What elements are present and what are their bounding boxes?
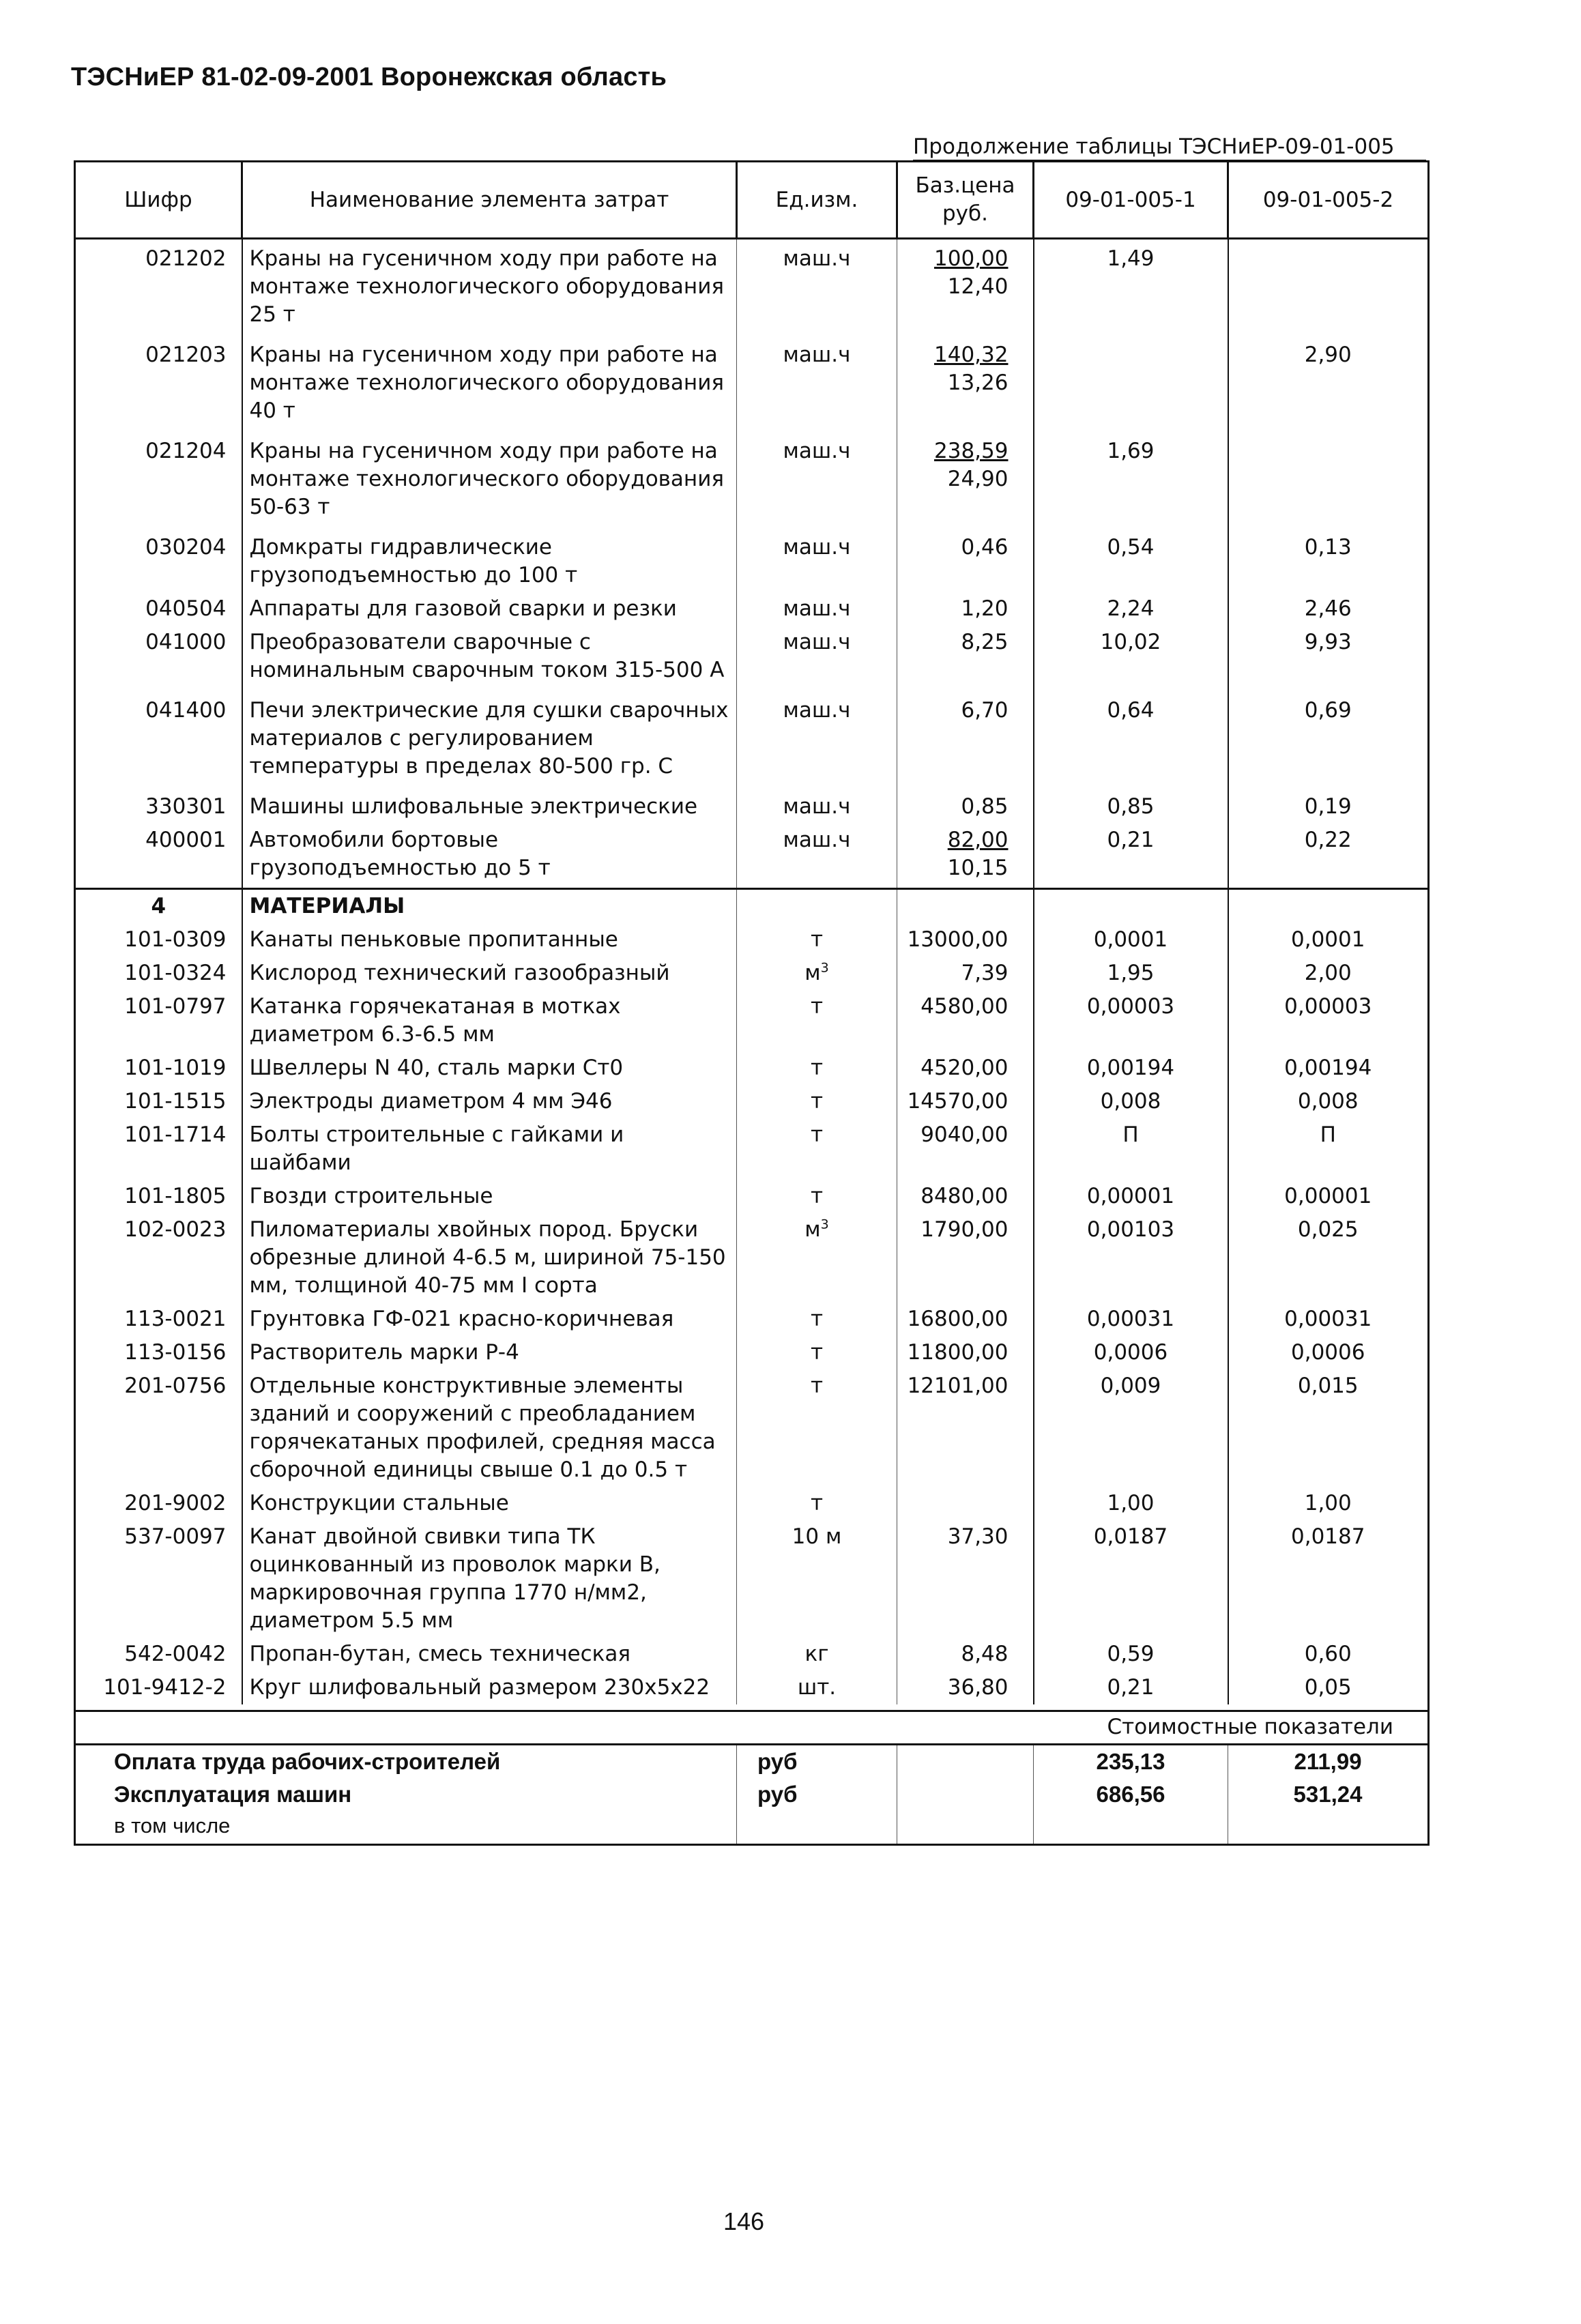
row-unit: т [737, 1336, 897, 1369]
row-value-2: 0,69 [1304, 698, 1352, 723]
row-code: 330301 [75, 790, 242, 824]
table-row [75, 1213, 1429, 1303]
cost-indicators-caption: Стоимостные показатели [75, 1711, 1429, 1745]
column-header-name: Наименование элемента затрат [242, 162, 737, 239]
row-price [897, 626, 1034, 694]
row-name: Машины шлифовальные электрические [242, 790, 737, 824]
row-value-2: 1,00 [1304, 1491, 1352, 1515]
row-value-2: 0,00194 [1284, 1056, 1372, 1080]
row-unit: т [737, 1303, 897, 1336]
table-header-row [75, 162, 1429, 239]
footer-row-note [75, 1811, 1429, 1845]
row-price-value: 100,00 [934, 246, 1009, 271]
row-code: 101-1019 [75, 1051, 242, 1085]
row-name: Круг шлифовальный размером 230x5x22 [242, 1671, 737, 1704]
page-number: 146 [723, 2207, 765, 2235]
row-value-1: 0,21 [1034, 824, 1228, 889]
table-continuation-caption: Продолжение таблицы ТЭСНиЕР-09-01-005 [913, 134, 1426, 161]
row-code: 101-1515 [75, 1085, 242, 1118]
footer-row-machines [75, 1778, 1429, 1811]
row-value-1: 0,59 [1034, 1638, 1228, 1671]
column-header-unit: Ед.изм. [737, 162, 897, 239]
row-price [897, 790, 1034, 824]
section-header-materials [75, 889, 1429, 924]
table-row [75, 1303, 1429, 1336]
row-price: 12101,00 [897, 1369, 1034, 1487]
row-name: Отдельные конструктивные элементы зданий и сооружений с преобладанием горячекатаных профилей, средняя масса сборочной единицы свыше 0.1 до 0.5 т [242, 1369, 737, 1487]
table-row [75, 1520, 1429, 1638]
row-name: Аппараты для газовой сварки и резки [242, 592, 737, 626]
row-price: 7,39 [897, 957, 1034, 990]
row-value-1: 0,00001 [1034, 1180, 1228, 1213]
row-unit: $м^3$ [737, 957, 897, 990]
row-unit: шт. [737, 1671, 897, 1704]
row-value-2: 0,13 [1304, 535, 1352, 560]
footer-label: Оплата труда рабочих-строителей [75, 1745, 737, 1779]
row-price [897, 239, 1034, 339]
footer-unit: руб [737, 1745, 897, 1779]
row-value-1: 0,00194 [1034, 1051, 1228, 1085]
row-price: 13000,00 [897, 923, 1034, 957]
footer-value-2: 531,24 [1293, 1782, 1363, 1807]
table-row [75, 1487, 1429, 1520]
row-name: Преобразователи сварочные с номинальным сварочным током 315-500 А [242, 626, 737, 694]
row-price [897, 694, 1034, 790]
row-unit: маш.ч [737, 824, 897, 889]
row-value-1: 0,0001 [1034, 923, 1228, 957]
table-row [75, 1638, 1429, 1671]
row-code: 041400 [75, 694, 242, 790]
row-code: 040504 [75, 592, 242, 626]
table-row [75, 1369, 1429, 1487]
row-value-1: 1,00 [1034, 1487, 1228, 1520]
row-price: 16800,00 [897, 1303, 1034, 1336]
row-value-1: 1,95 [1034, 957, 1228, 990]
table-row [75, 990, 1429, 1051]
footer-row-labor [75, 1745, 1429, 1779]
row-value-2: 0,0001 [1291, 927, 1365, 952]
row-price: 1790,00 [897, 1213, 1034, 1303]
row-unit: т [737, 1051, 897, 1085]
row-price [897, 592, 1034, 626]
table-row [75, 626, 1429, 694]
row-code: 537-0097 [75, 1520, 242, 1638]
table-row [75, 592, 1429, 626]
row-price-value: 140,32 [934, 343, 1009, 367]
row-value-2: 0,015 [1297, 1374, 1359, 1398]
row-value-2: 2,00 [1304, 961, 1352, 985]
footer-value-2: 211,99 [1228, 1745, 1429, 1779]
table-row [75, 239, 1429, 339]
row-code: 041000 [75, 626, 242, 694]
table-row [75, 1180, 1429, 1213]
table-row [75, 338, 1429, 435]
materials-rows [75, 923, 1429, 1704]
row-code: 101-1714 [75, 1118, 242, 1180]
row-price [897, 435, 1034, 531]
row-unit: маш.ч [737, 790, 897, 824]
row-price-value: 0,46 [961, 535, 1009, 560]
resource-table [74, 160, 1430, 1846]
row-value-1: П [1034, 1118, 1228, 1180]
row-value-1: 0,008 [1034, 1085, 1228, 1118]
row-price: 4520,00 [897, 1051, 1034, 1085]
row-price-value: 0,85 [961, 794, 1009, 819]
row-value-2: 0,025 [1297, 1217, 1359, 1242]
row-code: 101-0324 [75, 957, 242, 990]
row-value-2: П [1320, 1122, 1336, 1147]
row-value-1: 0,0006 [1034, 1336, 1228, 1369]
row-value-1: 0,009 [1034, 1369, 1228, 1487]
row-price: 8480,00 [897, 1180, 1034, 1213]
row-value-2: 0,008 [1297, 1089, 1359, 1114]
table-row [75, 1671, 1429, 1704]
row-code: 201-0756 [75, 1369, 242, 1487]
footer-note: в том числе [75, 1811, 737, 1845]
table-row [75, 1051, 1429, 1085]
row-value-2 [1228, 239, 1429, 339]
row-unit: маш.ч [737, 435, 897, 531]
row-price [897, 531, 1034, 592]
table-row [75, 824, 1429, 889]
cost-indicators-caption-row [75, 1711, 1429, 1745]
row-value-2: 2,90 [1304, 343, 1352, 367]
row-code: 030204 [75, 531, 242, 592]
column-header-price: Баз.цена руб. [897, 162, 1034, 239]
row-value-1: 0,0187 [1034, 1520, 1228, 1638]
row-price-wage: 10,15 [947, 856, 1009, 880]
row-name: Кислород технический газообразный [242, 957, 737, 990]
row-code: 021202 [75, 239, 242, 339]
row-name: Электроды диаметром 4 мм Э46 [242, 1085, 737, 1118]
document-title: ТЭСНиЕР 81-02-09-2001 Воронежская область [71, 63, 667, 91]
row-name: Гвозди строительные [242, 1180, 737, 1213]
row-value-2: 0,0006 [1291, 1340, 1365, 1365]
row-unit: маш.ч [737, 626, 897, 694]
row-price: 8,48 [897, 1638, 1034, 1671]
section-title: МАТЕРИАЛЫ [242, 889, 737, 924]
row-name: Пропан-бутан, смесь техническая [242, 1638, 737, 1671]
row-price [897, 338, 1034, 435]
footer-value-1: 235,13 [1034, 1745, 1228, 1779]
row-value-1: 1,49 [1034, 239, 1228, 339]
row-unit: маш.ч [737, 592, 897, 626]
row-value-2: 0,05 [1304, 1675, 1352, 1700]
row-value-1: 0,64 [1034, 694, 1228, 790]
table-row [75, 435, 1429, 531]
footer-unit: руб [737, 1778, 897, 1811]
column-header-code: Шифр [75, 162, 242, 239]
row-name: Катанка горячекатаная в мотках диаметром 6.3-6.5 мм [242, 990, 737, 1051]
row-name: Растворитель марки Р-4 [242, 1336, 737, 1369]
row-unit: $м^3$ [737, 1213, 897, 1303]
row-name: Краны на гусеничном ходу при работе на монтаже технологического оборудования 50-63 т [242, 435, 737, 531]
row-price [897, 824, 1034, 889]
row-value-2: 9,93 [1304, 630, 1352, 654]
row-price: 4580,00 [897, 990, 1034, 1051]
table-row [75, 1085, 1429, 1118]
row-value-1: 0,00003 [1034, 990, 1228, 1051]
row-value-2: 0,0187 [1291, 1524, 1365, 1549]
row-name: Краны на гусеничном ходу при работе на монтаже технологического оборудования 40 т [242, 338, 737, 435]
row-code: 021203 [75, 338, 242, 435]
row-price [897, 1487, 1034, 1520]
row-name: Пиломатериалы хвойных пород. Бруски обрезные длиной 4-6.5 м, шириной 75-150 мм, толщиной 40-75 мм I сорта [242, 1213, 737, 1303]
row-code: 021204 [75, 435, 242, 531]
row-unit: маш.ч [737, 694, 897, 790]
row-name: Краны на гусеничном ходу при работе на монтаже технологического оборудования 25 т [242, 239, 737, 339]
row-value-1: 0,00031 [1034, 1303, 1228, 1336]
row-value-2: 0,00031 [1284, 1307, 1372, 1331]
section-code: 4 [75, 889, 242, 924]
row-value-1 [1034, 338, 1228, 435]
row-code: 102-0023 [75, 1213, 242, 1303]
row-code: 101-1805 [75, 1180, 242, 1213]
row-name: Автомобили бортовые грузоподъемностью до 5 т [242, 824, 737, 889]
row-name: Печи электрические для сушки сварочных материалов с регулированием температуры в пределах 80-500 гр. С [242, 694, 737, 790]
row-value-1: 0,85 [1034, 790, 1228, 824]
table-row [75, 531, 1429, 592]
footer-label: Эксплуатация машин [75, 1778, 737, 1811]
row-value-1: 2,24 [1034, 592, 1228, 626]
row-price: 14570,00 [897, 1085, 1034, 1118]
row-code: 400001 [75, 824, 242, 889]
row-price: 11800,00 [897, 1336, 1034, 1369]
row-unit: т [737, 990, 897, 1051]
row-name: Канаты пеньковые пропитанные [242, 923, 737, 957]
row-unit: т [737, 1180, 897, 1213]
row-price-wage: 12,40 [947, 274, 1009, 299]
row-price-wage: 24,90 [947, 467, 1009, 491]
row-code: 101-0797 [75, 990, 242, 1051]
row-value-2: 0,19 [1304, 794, 1352, 819]
materials-section [75, 889, 1429, 924]
row-value-1: 0,21 [1034, 1671, 1228, 1704]
table-row [75, 790, 1429, 824]
row-unit: т [737, 1118, 897, 1180]
row-value-1: 10,02 [1034, 626, 1228, 694]
row-code: 101-0309 [75, 923, 242, 957]
row-price-value: 1,20 [961, 596, 1009, 621]
row-name: Болты строительные с гайками и шайбами [242, 1118, 737, 1180]
row-code: 101-9412-2 [75, 1671, 242, 1704]
row-price-value: 6,70 [961, 698, 1009, 723]
row-code: 113-0021 [75, 1303, 242, 1336]
row-price-value: 82,00 [947, 828, 1009, 852]
row-value-1: 0,00103 [1034, 1213, 1228, 1303]
row-price-value: 8,25 [961, 630, 1009, 654]
row-name: Швеллеры N 40, сталь марки Ст0 [242, 1051, 737, 1085]
row-code: 201-9002 [75, 1487, 242, 1520]
row-unit: т [737, 923, 897, 957]
table-row [75, 957, 1429, 990]
row-unit: т [737, 1487, 897, 1520]
row-price: 36,80 [897, 1671, 1034, 1704]
machines-section [75, 239, 1429, 889]
row-unit: т [737, 1085, 897, 1118]
row-name: Грунтовка ГФ-021 красно-коричневая [242, 1303, 737, 1336]
table-row [75, 923, 1429, 957]
row-unit: маш.ч [737, 338, 897, 435]
table-row [75, 1118, 1429, 1180]
row-code: 542-0042 [75, 1638, 242, 1671]
row-price-wage: 13,26 [947, 371, 1009, 395]
row-unit: 10 м [737, 1520, 897, 1638]
row-unit: кг [737, 1638, 897, 1671]
row-value-1: 1,69 [1034, 435, 1228, 531]
row-price: 37,30 [897, 1520, 1034, 1638]
row-value-2 [1228, 435, 1429, 531]
row-value-2: 0,00003 [1284, 994, 1372, 1019]
column-header-09-01-005-1: 09-01-005-1 [1034, 162, 1228, 239]
row-value-1: 0,54 [1034, 531, 1228, 592]
row-unit: маш.ч [737, 531, 897, 592]
table-row [75, 694, 1429, 790]
row-unit: маш.ч [737, 239, 897, 339]
footer-value-1: 686,56 [1034, 1778, 1228, 1811]
row-name: Домкраты гидравлические грузоподъемностью до 100 т [242, 531, 737, 592]
row-value-2: 0,00001 [1284, 1184, 1372, 1208]
row-code: 113-0156 [75, 1336, 242, 1369]
row-name: Канат двойной свивки типа ТК оцинкованный из проволок марки В, маркировочная группа 1770 н/мм2, диаметром 5.5 мм [242, 1520, 737, 1638]
row-unit: т [737, 1369, 897, 1487]
row-price: 9040,00 [897, 1118, 1034, 1180]
row-value-2: 0,22 [1304, 828, 1352, 852]
row-value-2: 0,60 [1304, 1642, 1352, 1666]
row-value-2: 2,46 [1304, 596, 1352, 621]
row-name: Конструкции стальные [242, 1487, 737, 1520]
row-price-value: 238,59 [934, 439, 1009, 463]
cost-indicators [75, 1704, 1429, 1845]
table-row [75, 1336, 1429, 1369]
column-header-09-01-005-2: 09-01-005-2 [1228, 162, 1429, 239]
